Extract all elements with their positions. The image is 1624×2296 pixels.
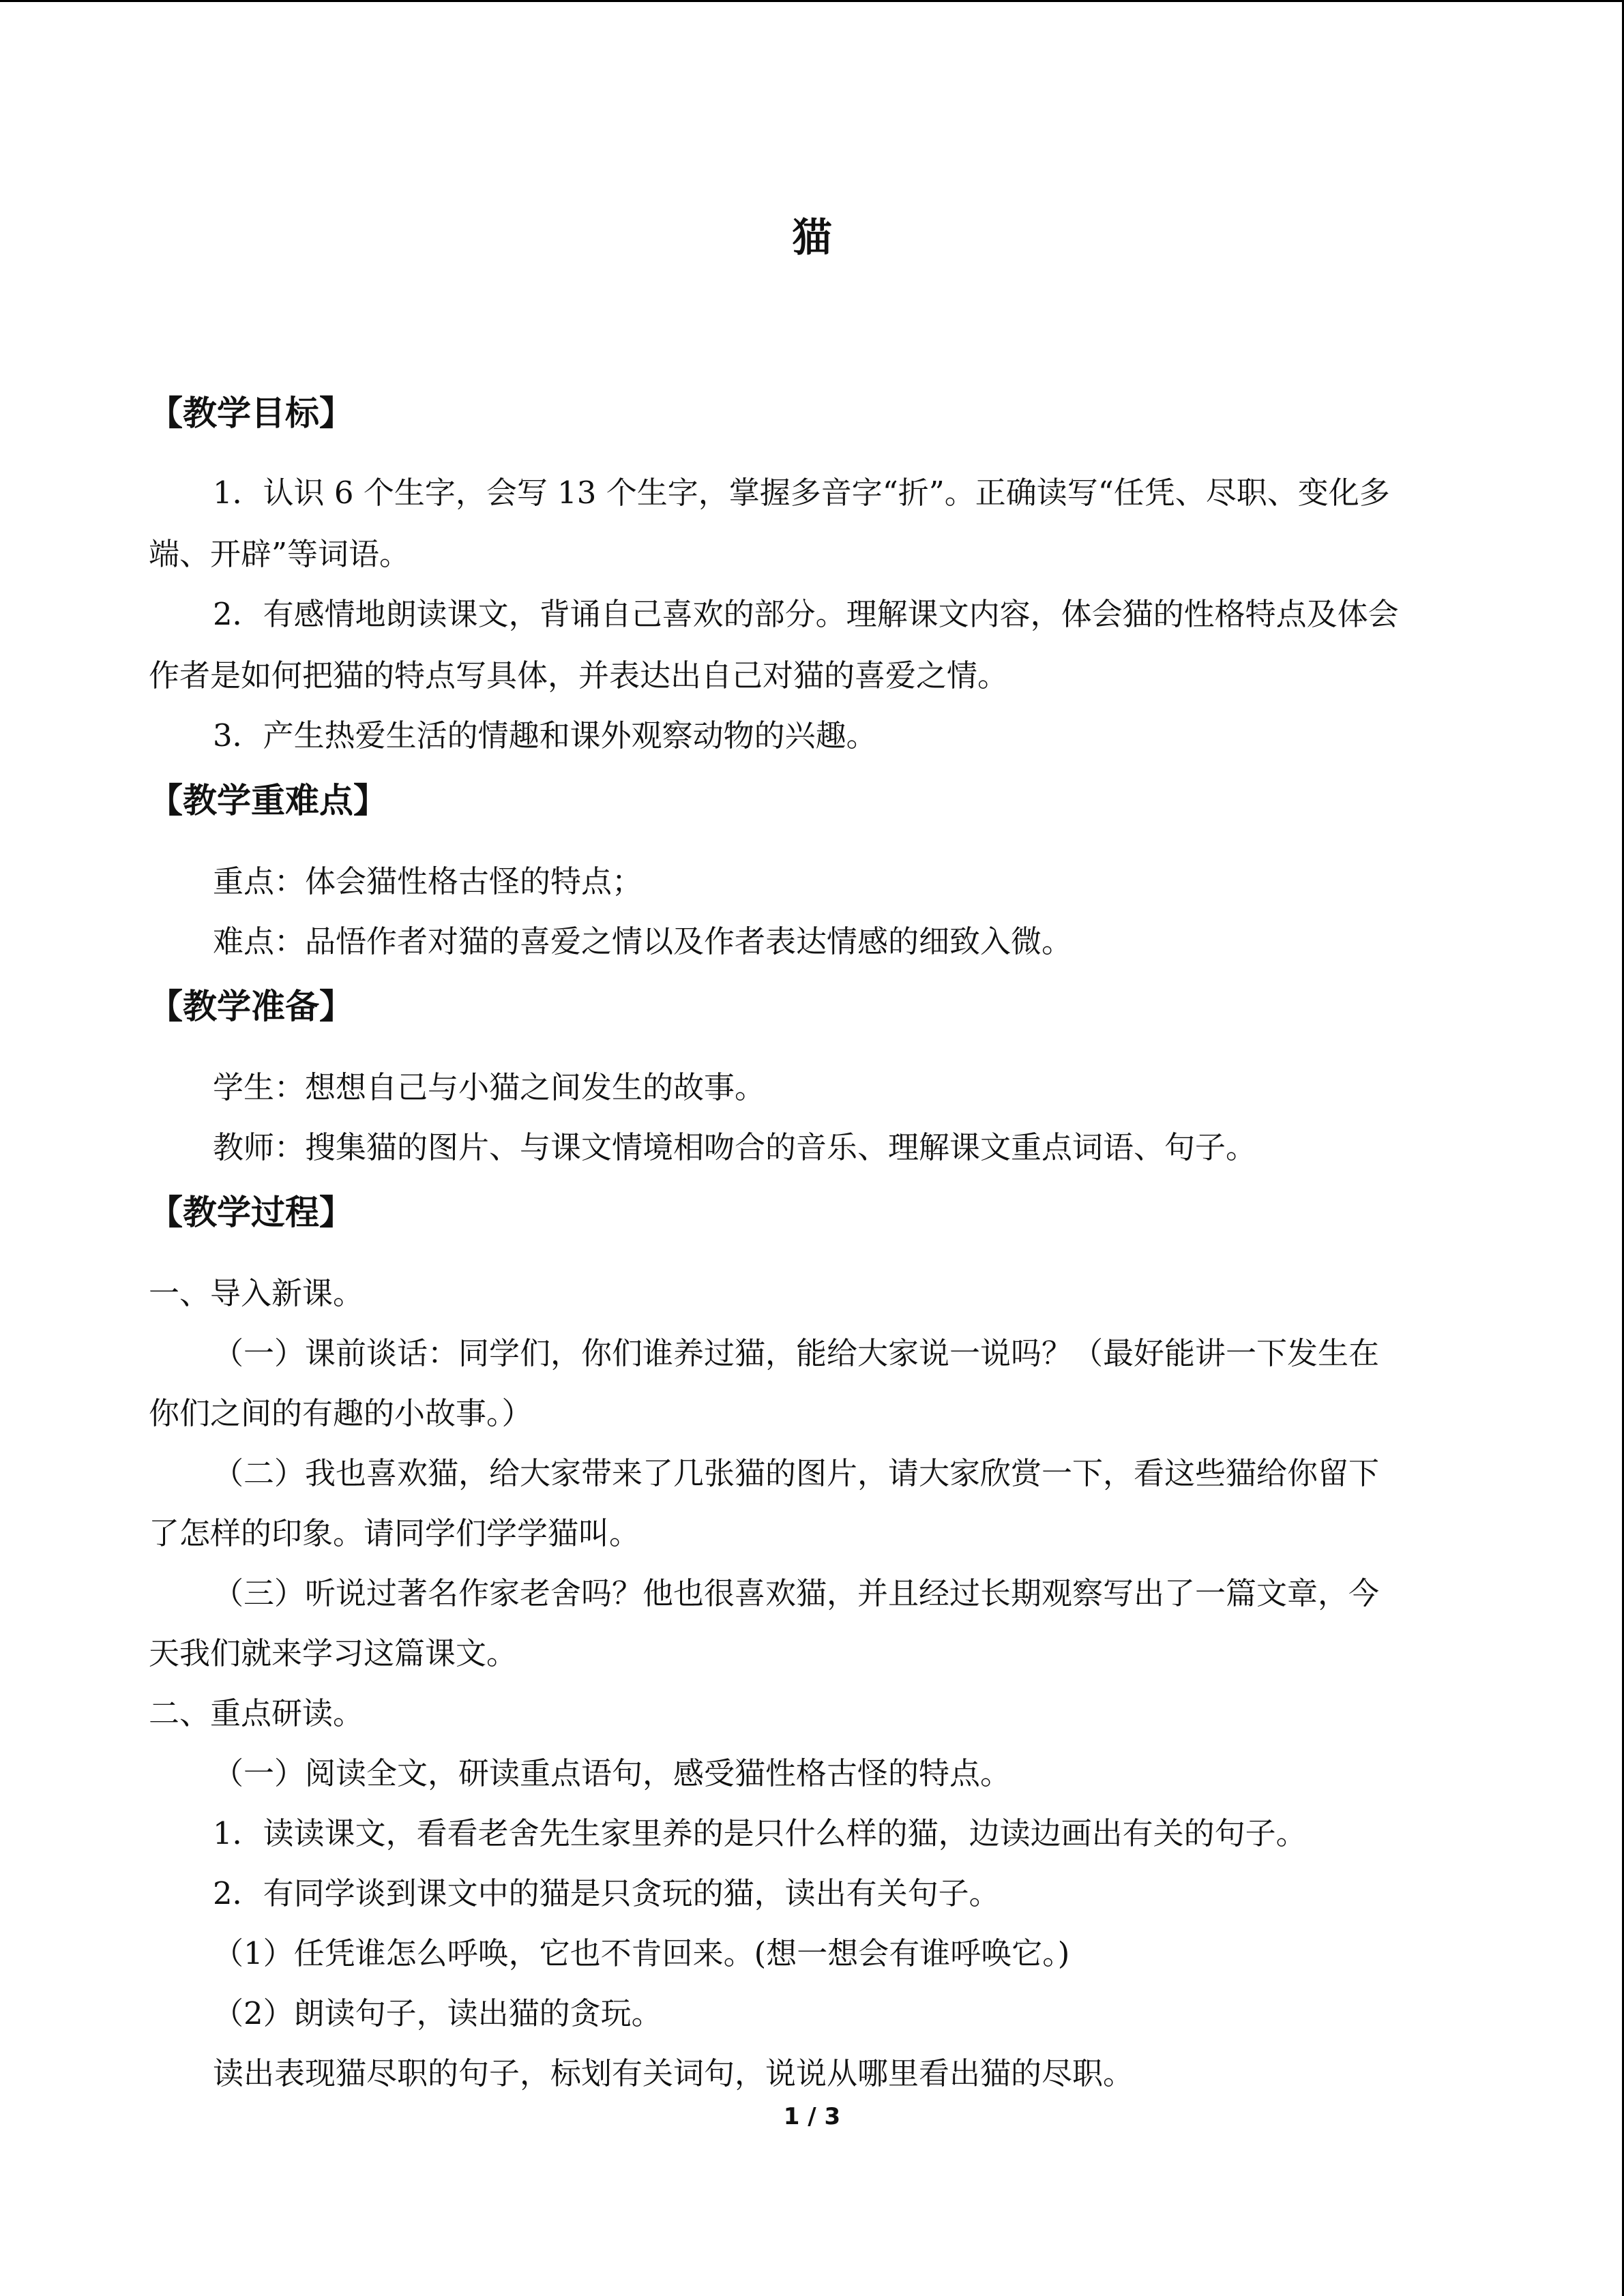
goal-line-1: 1．认识 6 个生字，会写 13 个生字，掌握多音字“折”。正确读写“任凭、尽职、变化多 — [213, 475, 1390, 511]
goal-line-3: 2．有感情地朗读课文，背诵自己喜欢的部分。理解课文内容，体会猫的性格特点及体会 — [213, 596, 1399, 632]
process-line-2: （一）课前谈话：同学们，你们谁养过猫，能给大家说一说吗？（最好能讲一下发生在 — [213, 1335, 1380, 1371]
goal-line-2: 端、开辟”等词语。 — [149, 536, 411, 572]
goal-line-4: 作者是如何把猫的特点写具体，并表达出自己对猫的喜爱之情。 — [149, 657, 1009, 694]
process-line-6: （三）听说过著名作家老舍吗？他也很喜欢猫，并且经过长期观察写出了一篇文章，今 — [213, 1575, 1380, 1611]
section-heading-process: 【教学过程】 — [149, 1193, 353, 1232]
goal-line-5: 3．产生热爱生活的情趣和课外观察动物的兴趣。 — [213, 717, 877, 754]
preparation-line-2: 教师：搜集猫的图片、与课文情境相吻合的音乐、理解课文重点词语、句子。 — [213, 1129, 1257, 1165]
process-line-10: 1．读读课文，看看老舍先生家里养的是只什么样的猫，边读边画出有关的句子。 — [213, 1815, 1307, 1851]
process-line-13: （2）朗读句子，读出猫的贪玩。 — [213, 1995, 662, 2031]
section-heading-key-points: 【教学重难点】 — [149, 781, 387, 820]
process-line-12: （1）任凭谁怎么呼唤，它也不肯回来。(想一想会有谁呼唤它。) — [213, 1935, 1070, 1971]
process-line-4: （二）我也喜欢猫，给大家带来了几张猫的图片，请大家欣赏一下，看这些猫给你留下 — [213, 1455, 1380, 1491]
section-heading-goals: 【教学目标】 — [149, 393, 353, 433]
process-line-7: 天我们就来学习这篇课文。 — [149, 1635, 518, 1671]
preparation-line-1: 学生：想想自己与小猫之间发生的故事。 — [213, 1069, 766, 1105]
process-line-11: 2．有同学谈到课文中的猫是只贪玩的猫，读出有关句子。 — [213, 1875, 1000, 1911]
process-line-8: 二、重点研读。 — [149, 1695, 364, 1731]
process-line-3: 你们之间的有趣的小故事。） — [149, 1395, 533, 1431]
page-title: 猫 — [792, 214, 832, 260]
process-line-5: 了怎样的印象。请同学们学学猫叫。 — [149, 1515, 640, 1551]
process-line-14: 读出表现猫尽职的句子，标划有关词句，说说从哪里看出猫的尽职。 — [213, 2055, 1134, 2091]
section-heading-preparation: 【教学准备】 — [149, 987, 353, 1026]
process-line-1: 一、导入新课。 — [149, 1275, 364, 1311]
process-line-9: （一）阅读全文，研读重点语句，感受猫性格古怪的特点。 — [213, 1755, 1012, 1791]
key-point-line-1: 重点：体会猫性格古怪的特点； — [213, 863, 643, 899]
key-point-line-2: 难点：品悟作者对猫的喜爱之情以及作者表达情感的细致入微。 — [213, 923, 1073, 959]
page-number: 1 / 3 — [783, 2103, 841, 2130]
